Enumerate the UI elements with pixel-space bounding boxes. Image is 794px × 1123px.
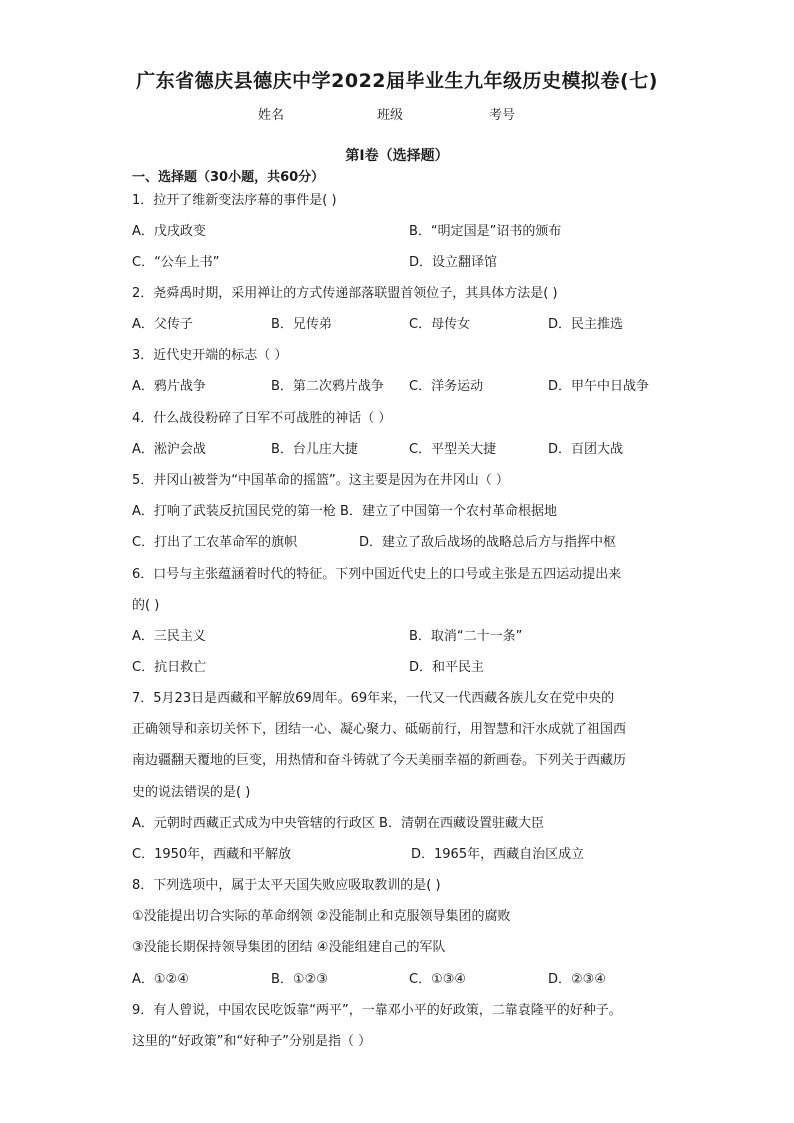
option-b: B．“明定国是”诏书的颁布 bbox=[409, 224, 562, 239]
option-d: D．②③④ bbox=[548, 972, 606, 987]
option-c: C．母传女 bbox=[409, 317, 471, 332]
question-stem: 1．拉开了维新变法序幕的事件是( ) bbox=[132, 193, 337, 208]
option-b: B．第二次鸦片战争 bbox=[271, 379, 384, 394]
section-title: 第Ⅰ卷（选择题） bbox=[345, 148, 449, 164]
option-b: B．兄传弟 bbox=[271, 317, 332, 332]
option-d: D．民主推选 bbox=[548, 317, 624, 332]
option-b: B．①②③ bbox=[271, 972, 328, 987]
option-ab: A．打响了武装反抗国民党的第一枪 B．建立了中国第一个农村革命根据地 bbox=[132, 504, 557, 519]
question-stem: 南边疆翻天覆地的巨变，用热情和奋斗铸就了今天美丽幸福的新画卷。下列关于西藏历 bbox=[132, 753, 627, 768]
question-stem: 9．有人曾说，中国农民吃饭靠“两平”，一靠邓小平的好政策，二靠袁隆平的好种子。 bbox=[132, 1003, 622, 1018]
question-stem: 3．近代史开端的标志（ ） bbox=[132, 348, 288, 363]
option-a: A．父传子 bbox=[132, 317, 193, 332]
statement-pair: ③没能长期保持领导集团的团结 ④没能组建自己的军队 bbox=[132, 940, 446, 955]
option-a: A．①②④ bbox=[132, 972, 189, 987]
part-title: 一、选择题（30小题，共60分） bbox=[132, 170, 325, 185]
option-ab: A．元朝时西藏正式成为中央管辖的行政区 B．清朝在西藏设置驻藏大臣 bbox=[132, 816, 544, 831]
question-stem: 正确领导和亲切关怀下，团结一心、凝心聚力、砥砺前行，用智慧和汗水成就了祖国西 bbox=[132, 722, 627, 737]
number-label: 考号 bbox=[489, 108, 516, 123]
option-a: A．戊戌政变 bbox=[132, 224, 206, 239]
option-c: C．抗日救亡 bbox=[132, 660, 207, 675]
option-c: C．1950年，西藏和平解放 bbox=[132, 847, 292, 862]
question-stem: 史的说法错误的是( ) bbox=[132, 785, 251, 800]
option-b: B．台儿庄大捷 bbox=[271, 442, 358, 457]
question-stem: 8．下列选项中，属于太平天国失败应吸取教训的是( ) bbox=[132, 878, 441, 893]
question-stem: 7．5月23日是西藏和平解放69周年。69年来，一代又一代西藏各族儿女在党中央的 bbox=[132, 691, 615, 706]
option-c: C．平型关大捷 bbox=[409, 442, 497, 457]
name-label: 姓名 bbox=[258, 108, 285, 123]
statement-pair: ①没能提出切合实际的革命纲领 ②没能制止和克服领导集团的腐败 bbox=[132, 909, 511, 924]
option-c: C．打出了工农革命军的旗帜 bbox=[132, 535, 298, 550]
question-stem: 6．口号与主张蕴涵着时代的特征。下列中国近代史上的口号或主张是五四运动提出来 bbox=[132, 567, 622, 582]
option-c: C．①③④ bbox=[409, 972, 467, 987]
option-d: D．百团大战 bbox=[548, 442, 624, 457]
class-label: 班级 bbox=[377, 108, 404, 123]
option-b: B．取消“二十一条” bbox=[409, 629, 523, 644]
exam-title: 广东省德庆县德庆中学2022届毕业生九年级历史模拟卷(七) bbox=[136, 70, 658, 92]
option-c: C．“公车上书” bbox=[132, 255, 220, 270]
question-stem: 5．井冈山被誉为“中国革命的摇篮”。这主要是因为在井冈山（ ） bbox=[132, 473, 509, 488]
option-a: A．鸦片战争 bbox=[132, 379, 206, 394]
question-stem: 这里的“好政策”和“好种子”分别是指（ ） bbox=[132, 1034, 372, 1049]
option-c: C．洋务运动 bbox=[409, 379, 484, 394]
option-d: D．设立翻译馆 bbox=[409, 255, 498, 270]
question-stem: 的( ) bbox=[132, 598, 160, 613]
option-a: A．淞沪会战 bbox=[132, 442, 206, 457]
option-d: D．1965年，西藏自治区成立 bbox=[411, 847, 585, 862]
option-d: D．甲午中日战争 bbox=[548, 379, 650, 394]
question-stem: 4．什么战役粉碎了日军不可战胜的神话（ ） bbox=[132, 411, 392, 426]
option-d: D．建立了敌后战场的战略总后方与指挥中枢 bbox=[359, 535, 617, 550]
question-stem: 2．尧舜禹时期，采用禅让的方式传递部落联盟首领位子，其具体方法是( ) bbox=[132, 286, 558, 301]
option-d: D．和平民主 bbox=[409, 660, 485, 675]
option-a: A．三民主义 bbox=[132, 629, 206, 644]
